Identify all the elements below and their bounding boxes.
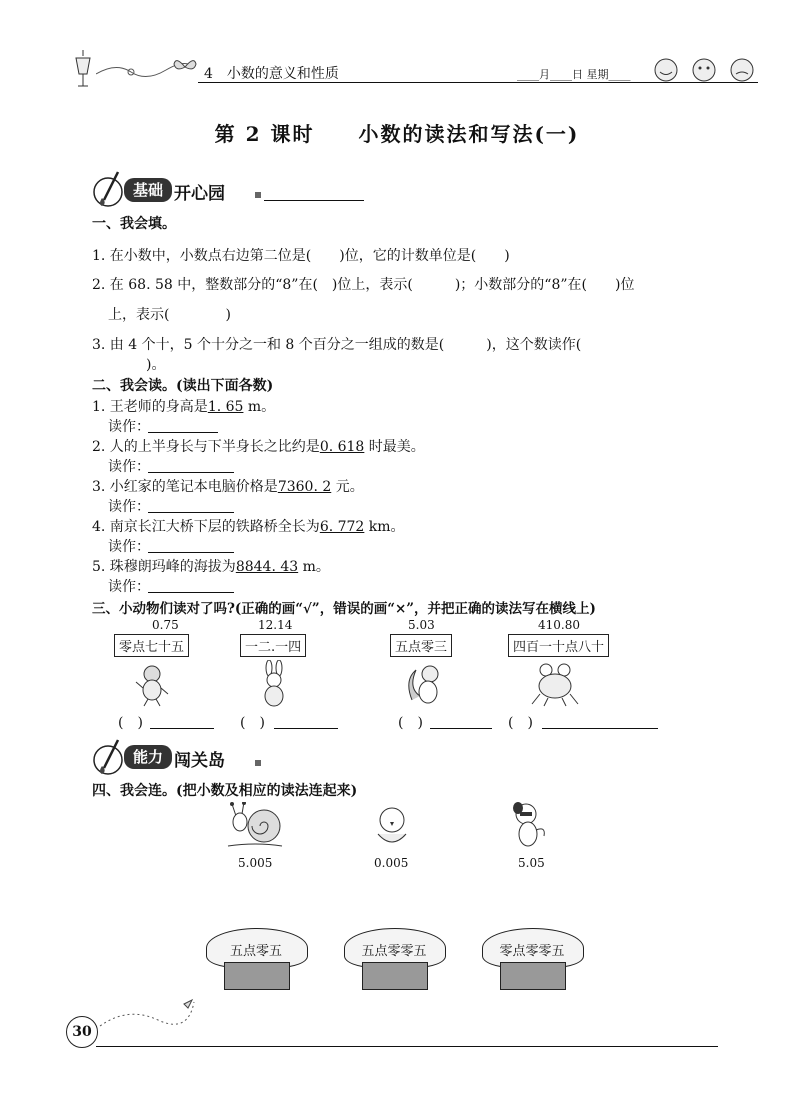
decimal-number: 5.005 — [238, 856, 273, 870]
house-icon[interactable] — [344, 928, 444, 990]
read-item-text: 2. 人的上半身长与下半身长之比约是 — [92, 439, 320, 455]
butterfly-icon — [172, 56, 198, 78]
answer-paren[interactable]: ( ) — [508, 715, 533, 731]
square-icon — [255, 760, 261, 766]
dog-icon — [506, 800, 550, 850]
answer-line[interactable] — [148, 592, 234, 593]
answer-line[interactable] — [542, 728, 658, 729]
section-name: 闯关岛 — [174, 751, 225, 771]
read-item-number: 1. 65 — [207, 399, 244, 415]
read-label: 读作： — [108, 459, 150, 475]
answer-paren[interactable]: ( ) — [240, 715, 265, 731]
animal-number: 12.14 — [258, 618, 293, 632]
read-item — [92, 556, 330, 576]
speech-bubble: 五点零三 — [390, 634, 452, 657]
answer-line[interactable] — [430, 728, 492, 729]
house-label: 零点零零五 — [499, 944, 565, 959]
read-label: 读作： — [108, 499, 150, 515]
dotted-flight-path-icon — [98, 996, 198, 1030]
lamp-icon — [70, 48, 96, 88]
house-label: 五点零零五 — [361, 944, 427, 959]
square-icon — [255, 192, 261, 198]
paintbrush-icon — [92, 738, 126, 778]
question-2-line2: 上，表示( ) — [108, 307, 231, 323]
speech-bubble: 零点七十五 — [114, 634, 189, 657]
read-item-unit: 时最美。 — [364, 439, 425, 455]
house-icon[interactable] — [206, 928, 306, 990]
read-item-text: 5. 珠穆朗玛峰的海拔为 — [92, 559, 236, 575]
paintbrush-icon — [92, 170, 126, 210]
read-item-unit: m。 — [298, 559, 330, 575]
section-badge: 能力 — [124, 745, 172, 769]
speech-bubble: 一二.一四 — [240, 634, 306, 657]
section-rule — [264, 200, 364, 201]
answer-line[interactable] — [274, 728, 338, 729]
part3-heading: 三、小动物们读对了吗?(正确的画“√”，错误的画“×”，并把正确的读法写在横线上) — [92, 601, 596, 617]
speech-bubble: 四百一十点八十 — [508, 634, 609, 657]
answer-line[interactable] — [148, 512, 234, 513]
smiley-face-icons — [652, 56, 756, 84]
page-number: 30 — [66, 1016, 98, 1048]
read-item-number: 0. 618 — [319, 439, 365, 455]
read-item-unit: 元。 — [331, 479, 364, 495]
read-item — [92, 396, 275, 416]
decimal-number: 0.005 — [374, 856, 409, 870]
house-base — [224, 962, 290, 990]
read-item-unit: m。 — [243, 399, 276, 415]
section-badge: 基础 — [124, 178, 172, 202]
part1-heading: 一、我会填。 — [92, 216, 176, 232]
read-item-text: 1. 王老师的身高是 — [92, 399, 208, 415]
read-label: 读作： — [108, 419, 150, 435]
animal-number: 0.75 — [152, 618, 179, 632]
question-3-line1: 3. 由 4 个十，5 个十分之一和 8 个百分之一组成的数是( )，这个数读作( — [92, 337, 582, 353]
read-item — [92, 436, 425, 456]
house-base — [362, 962, 428, 990]
answer-line[interactable] — [148, 432, 218, 433]
read-label: 读作： — [108, 579, 150, 595]
read-item-text: 3. 小红家的笔记本电脑价格是 — [92, 479, 278, 495]
page-title: 第 2 课时 小数的读法和写法(一) — [214, 122, 580, 146]
read-item — [92, 476, 364, 496]
answer-line[interactable] — [148, 552, 234, 553]
read-label: 读作： — [108, 539, 150, 555]
answer-paren[interactable]: ( ) — [398, 715, 423, 731]
question-3-line2: )。 — [132, 357, 166, 373]
question-1: 1. 在小数中，小数点右边第二位是( )位，它的计数单位是( ) — [92, 248, 510, 264]
house-base — [500, 962, 566, 990]
rabbit-icon — [256, 660, 292, 708]
answer-line[interactable] — [148, 472, 234, 473]
read-item-text: 4. 南京长江大桥下层的铁路桥全长为 — [92, 519, 320, 535]
read-item-unit: km。 — [364, 519, 405, 535]
section-name: 开心园 — [174, 184, 225, 204]
house-icon[interactable] — [482, 928, 582, 990]
part2-heading: 二、我会读。(读出下面各数) — [92, 378, 274, 394]
read-item-number: 7360. 2 — [277, 479, 332, 495]
read-item-number: 8844. 43 — [235, 559, 299, 575]
frog-icon — [530, 660, 580, 708]
answer-line[interactable] — [150, 728, 214, 729]
animal-number: 410.80 — [538, 618, 580, 632]
chick-icon — [372, 804, 412, 850]
header-rule — [198, 82, 758, 83]
answer-paren[interactable]: ( ) — [118, 715, 143, 731]
animal-number: 5.03 — [408, 618, 435, 632]
house-label: 五点零五 — [229, 944, 282, 959]
read-item-number: 6. 772 — [319, 519, 365, 535]
read-item — [92, 516, 405, 536]
monkey-icon — [132, 664, 172, 708]
snail-icon — [226, 802, 284, 850]
part4-heading: 四、我会连。(把小数及相应的读法连起来) — [92, 783, 358, 799]
chapter-title: 4 小数的意义和性质 — [204, 66, 339, 82]
date-label: ____月____日 星期____ — [517, 68, 631, 81]
squirrel-icon — [404, 660, 446, 708]
decimal-number: 5.05 — [518, 856, 545, 870]
footer-rule — [96, 1046, 718, 1047]
question-2-line1: 2. 在 68. 58 中，整数部分的“8”在( )位上，表示( )；小数部分的“8”在( )位 — [92, 277, 635, 293]
